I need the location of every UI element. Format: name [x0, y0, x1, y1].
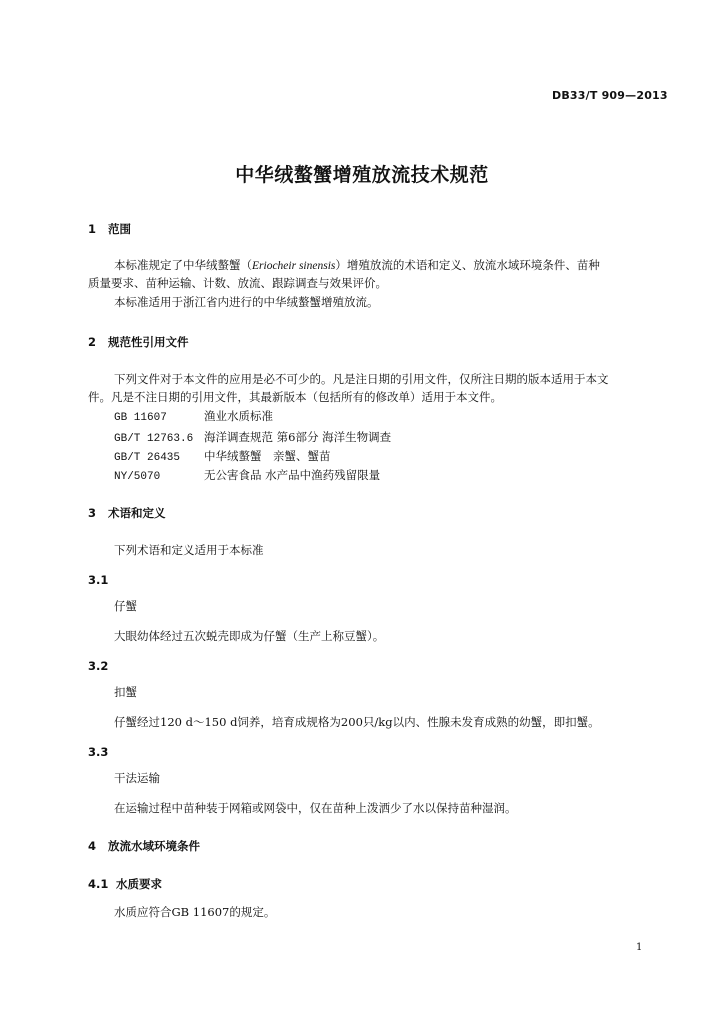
term-name: 扣蟹	[114, 685, 137, 699]
reference-name: 海洋调查规范 第6部分 海洋生物调查	[204, 430, 392, 444]
subsection-4-1-heading	[88, 876, 162, 892]
text-run: ）增殖放流的术语和定义、放流水域环境条件、苗种	[335, 258, 600, 272]
reference-code: GB/T 26435	[114, 452, 181, 464]
subsection-4-1-text: 水质应符合GB 11607的规定。	[114, 905, 276, 919]
section-1-paragraph-2: 本标准适用于浙江省内进行的中华绒螯蟹增殖放流。	[114, 295, 379, 309]
reference-name: 中华绒螯蟹 亲蟹、蟹苗	[204, 449, 331, 463]
reference-item	[114, 467, 380, 483]
reference-code: GB/T 12763.6	[114, 433, 194, 445]
text-run: 本标准规定了中华绒螯蟹（	[114, 258, 252, 272]
term-definition: 仔蟹经过120 d～150 d饲养，培育成规格为200只/kg以内、性腺未发育成熟的幼蟹，即扣蟹。	[114, 715, 600, 729]
section-2-heading	[88, 334, 189, 350]
section-number: 3	[88, 506, 97, 520]
section-title: 放流水域环境条件	[108, 839, 200, 853]
term-number: 3.3	[88, 745, 109, 759]
section-2-paragraph-line-2: 件。凡是不注日期的引用文件，其最新版本（包括所有的修改单）适用于本文件。	[88, 390, 502, 404]
subsection-title: 水质要求	[116, 877, 162, 891]
section-title: 范围	[108, 222, 131, 236]
section-1-paragraph-1-line-1	[114, 257, 600, 274]
reference-code: GB 11607	[114, 412, 167, 424]
reference-name: 无公害食品 水产品中渔药残留限量	[204, 468, 381, 482]
section-3-intro: 下列术语和定义适用于本标准	[114, 543, 264, 557]
section-number: 2	[88, 335, 97, 349]
term-name: 干法运输	[114, 771, 160, 785]
reference-item	[114, 448, 331, 464]
page-number: 1	[636, 942, 643, 953]
term-definition: 在运输过程中苗种装于网箱或网袋中，仅在苗种上泼洒少了水以保持苗种湿润。	[114, 801, 517, 815]
term-name: 仔蟹	[114, 599, 137, 613]
reference-code: NY/5070	[114, 471, 161, 483]
section-3-heading	[88, 505, 166, 521]
subsection-number: 4.1	[88, 877, 109, 891]
latin-name: Eriocheir sinensis	[252, 260, 336, 272]
section-4-heading	[88, 838, 200, 854]
section-1-paragraph-1-line-2: 质量要求、苗种运输、计数、放流、跟踪调查与效果评价。	[88, 276, 387, 290]
reference-name: 渔业水质标准	[204, 409, 273, 423]
term-definition: 大眼幼体经过五次蜕壳即成为仔蟹（生产上称豆蟹）。	[114, 629, 385, 643]
section-title: 术语和定义	[108, 506, 166, 520]
reference-item	[114, 429, 391, 445]
section-1-heading	[88, 221, 131, 237]
document-title: 中华绒螯蟹增殖放流技术规范	[235, 164, 489, 186]
term-number: 3.1	[88, 573, 109, 587]
standard-code: DB33/T 909—2013	[552, 89, 668, 102]
section-title: 规范性引用文件	[108, 335, 189, 349]
section-2-paragraph-line-1: 下列文件对于本文件的应用是必不可少的。凡是注日期的引用文件，仅所注日期的版本适用于本文	[114, 372, 609, 386]
section-number: 4	[88, 839, 97, 853]
term-number: 3.2	[88, 659, 109, 673]
reference-item	[114, 408, 273, 424]
section-number: 1	[88, 222, 97, 236]
